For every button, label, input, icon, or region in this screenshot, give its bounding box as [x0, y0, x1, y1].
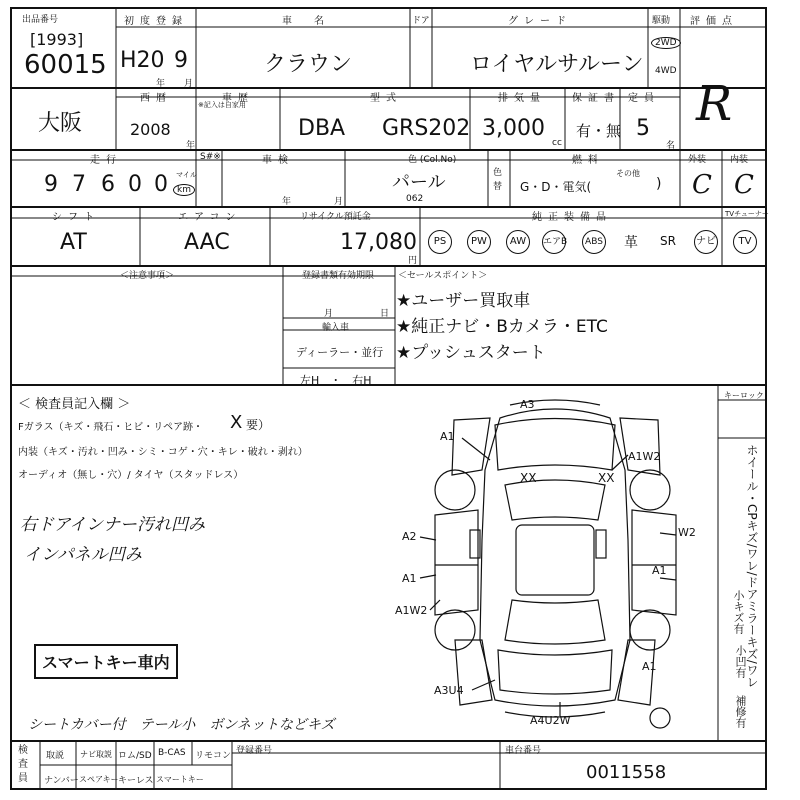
sales-point: ★ユーザー買取車	[396, 291, 531, 311]
footer-item: ロム/SD	[118, 751, 152, 761]
hand-note: インパネル凹み	[24, 545, 142, 565]
chassis-label: 車台番号	[505, 746, 542, 756]
footer-item: リモコン	[195, 751, 232, 761]
first-reg-era: H20	[120, 48, 165, 73]
inspection-label: 車検	[262, 155, 294, 166]
first-reg-label: 初度登録	[124, 16, 188, 27]
year-unit-2: 年	[186, 141, 196, 151]
equip-sr: SR	[660, 234, 676, 248]
damage-mark: A1	[440, 430, 455, 443]
exterior-grade: C	[692, 170, 712, 200]
mileage-digit: 0	[128, 172, 142, 197]
glass-mark: X	[230, 412, 243, 433]
equip-navi-icon: ナビ	[694, 230, 718, 254]
equip-tv-icon: TV	[733, 230, 757, 254]
import-label: 輸入車	[322, 323, 350, 333]
inspection-month-unit: 月	[334, 197, 344, 207]
displacement: 3,000	[482, 116, 545, 141]
displacement-label: 排気量	[498, 93, 546, 104]
fuel-other: その他	[616, 169, 640, 178]
footer-item: ナビ取説	[80, 750, 112, 759]
mileage-digit: 7	[72, 172, 86, 197]
yen-unit: 円	[408, 256, 418, 266]
sales-point: ★プッシュスタート	[396, 343, 546, 363]
mileage-digit: 6	[101, 172, 115, 197]
equip-pw-icon: PW	[467, 230, 491, 254]
color-change-label: 色替	[493, 168, 503, 192]
glass-line: Fガラス（キズ・飛石・ヒビ・リペア跡・	[18, 422, 204, 433]
footer-item: B-CAS	[158, 748, 186, 758]
reg-month-unit: 月	[324, 309, 334, 319]
hand-note: シートカバー付 テール小 ボンネットなどキズ	[28, 717, 335, 733]
grade-label: グレード	[508, 16, 572, 27]
capacity-unit: 名	[666, 141, 676, 151]
capacity: 5	[636, 116, 650, 141]
damage-mark: A1W2	[395, 604, 428, 617]
smart-key-box: スマートキー車内	[34, 644, 178, 679]
history-label: 車歴	[222, 93, 254, 104]
mile-unit: マイル	[176, 171, 197, 179]
equip-abs-icon: ABS	[582, 230, 606, 254]
fuel-options: G・D・電気(	[520, 180, 592, 194]
mileage-digit: 9	[44, 172, 58, 197]
footer-item: キーレス	[118, 776, 154, 786]
damage-mark: A2	[402, 530, 417, 543]
hand-note: 右ドアインナー汚れ凹み	[20, 515, 205, 535]
lot-year: [1993]	[30, 30, 84, 49]
model-label: 型式	[370, 93, 402, 104]
damage-mark: A3U4	[434, 684, 464, 697]
reg-expiry-label: 登録書類有効期限	[302, 271, 375, 281]
km-unit: km	[173, 184, 195, 196]
footer-item: 取説	[46, 751, 65, 761]
interior-grade: C	[734, 170, 754, 200]
damage-mark: A3	[520, 398, 535, 411]
reg-no-label: 登録番号	[236, 746, 273, 756]
exterior-label: 外装	[688, 155, 707, 165]
cc-unit: cc	[552, 138, 562, 148]
drive-label: 駆動	[652, 16, 671, 26]
equip-leather: 革	[624, 235, 638, 251]
equip-airbag-icon: エアB	[542, 230, 566, 254]
interior-line: 内装（キズ・汚れ・凹み・シミ・コゲ・穴・キレ・破れ・剥れ）	[18, 447, 308, 458]
lot-number: 60015	[24, 50, 107, 80]
footer-item: スマートキー	[156, 775, 204, 784]
damage-mark: XX	[598, 471, 615, 485]
footer-item: スペアキー	[79, 775, 119, 784]
equip-ps-icon: PS	[428, 230, 452, 254]
car-name-label: 車 名	[282, 16, 330, 27]
equip-aw-icon: AW	[506, 230, 530, 254]
inspector-stamp-label: 検査員	[18, 745, 28, 784]
footer-item: ナンバー	[44, 776, 79, 786]
shift-label: シフト	[52, 212, 100, 223]
color: パール	[392, 172, 446, 193]
damage-mark: A1W2	[628, 450, 661, 463]
chassis-number: 0011558	[586, 762, 667, 783]
western-year: 2008	[130, 120, 171, 139]
tv-tuner-label: TVチューナー	[725, 210, 769, 218]
drive-2wd: 2WD	[651, 37, 681, 49]
damage-mark: A1	[652, 564, 667, 577]
equipment-label: 純正装備品	[532, 212, 612, 223]
door-label: ドア	[412, 16, 430, 26]
inspector-title: ＜ 検査員記入欄 ＞	[18, 397, 131, 412]
ac: AAC	[184, 230, 230, 255]
damage-mark: A1	[402, 572, 417, 585]
model-code: GRS202	[382, 116, 471, 141]
area: 大阪	[38, 111, 83, 136]
ac-label: エアコン	[178, 212, 242, 223]
warranty-label: 保証書	[572, 93, 620, 104]
model-prefix: DBA	[298, 116, 346, 141]
drive-4wd: 4WD	[655, 66, 677, 76]
side-sub: 補修有	[734, 695, 747, 728]
fuel-close: )	[656, 176, 662, 192]
dealer-label: ディーラー・並行	[296, 346, 384, 359]
month-unit: 月	[184, 79, 194, 89]
side-sub: 小凹有	[734, 645, 747, 678]
fuel-label: 燃料	[572, 155, 604, 166]
grade: ロイヤルサルーン	[470, 52, 644, 77]
color-no: 062	[406, 194, 424, 204]
damage-mark: W2	[678, 526, 696, 539]
key-lock-label: キーロック	[724, 391, 764, 400]
color-label: 色 (Col.No)	[408, 155, 457, 165]
mileage-label: 走行	[90, 155, 122, 166]
history-note: ※記入は自家用	[198, 101, 246, 109]
score-label: 評価点	[690, 16, 738, 27]
reg-day-unit: 日	[380, 309, 390, 319]
first-reg-month: 9	[174, 48, 188, 73]
western-year-label: 西暦	[140, 93, 172, 104]
listing-label: 出品番号	[22, 15, 59, 25]
recycle-label: リサイクル預託金	[300, 212, 371, 222]
glass-needed: 要）	[246, 418, 271, 432]
audio-line: オーディオ（無し・穴）/ タイヤ（スタッドレス）	[18, 470, 244, 481]
recycle: 17,080	[340, 230, 417, 255]
shift: AT	[60, 230, 87, 255]
sales-label: ＜セールスポイント＞	[398, 271, 488, 281]
mileage-digit: 0	[154, 172, 168, 197]
side-note: ホイール・CPキズ/ワレ/ドアミラーキズ/ワレ	[745, 444, 759, 688]
s-label: S#※	[200, 152, 221, 162]
warranty: 有・無	[576, 122, 622, 140]
damage-mark: A4U2W	[530, 714, 571, 727]
sales-point: ★純正ナビ・Bカメラ・ETC	[396, 317, 608, 337]
side-sub: 小キズ有	[732, 590, 745, 634]
capacity-label: 定員	[628, 93, 660, 104]
inspection-year-unit: 年	[282, 197, 292, 207]
caution-label: ＜注意事項＞	[120, 271, 175, 281]
damage-mark: XX	[520, 471, 537, 485]
year-unit: 年	[156, 79, 166, 89]
handle-label: 左H ・ 右H	[300, 374, 372, 387]
damage-mark: A1	[642, 660, 657, 673]
score: R	[696, 76, 733, 132]
car-name: クラウン	[264, 52, 353, 77]
interior-label: 内装	[730, 155, 749, 165]
